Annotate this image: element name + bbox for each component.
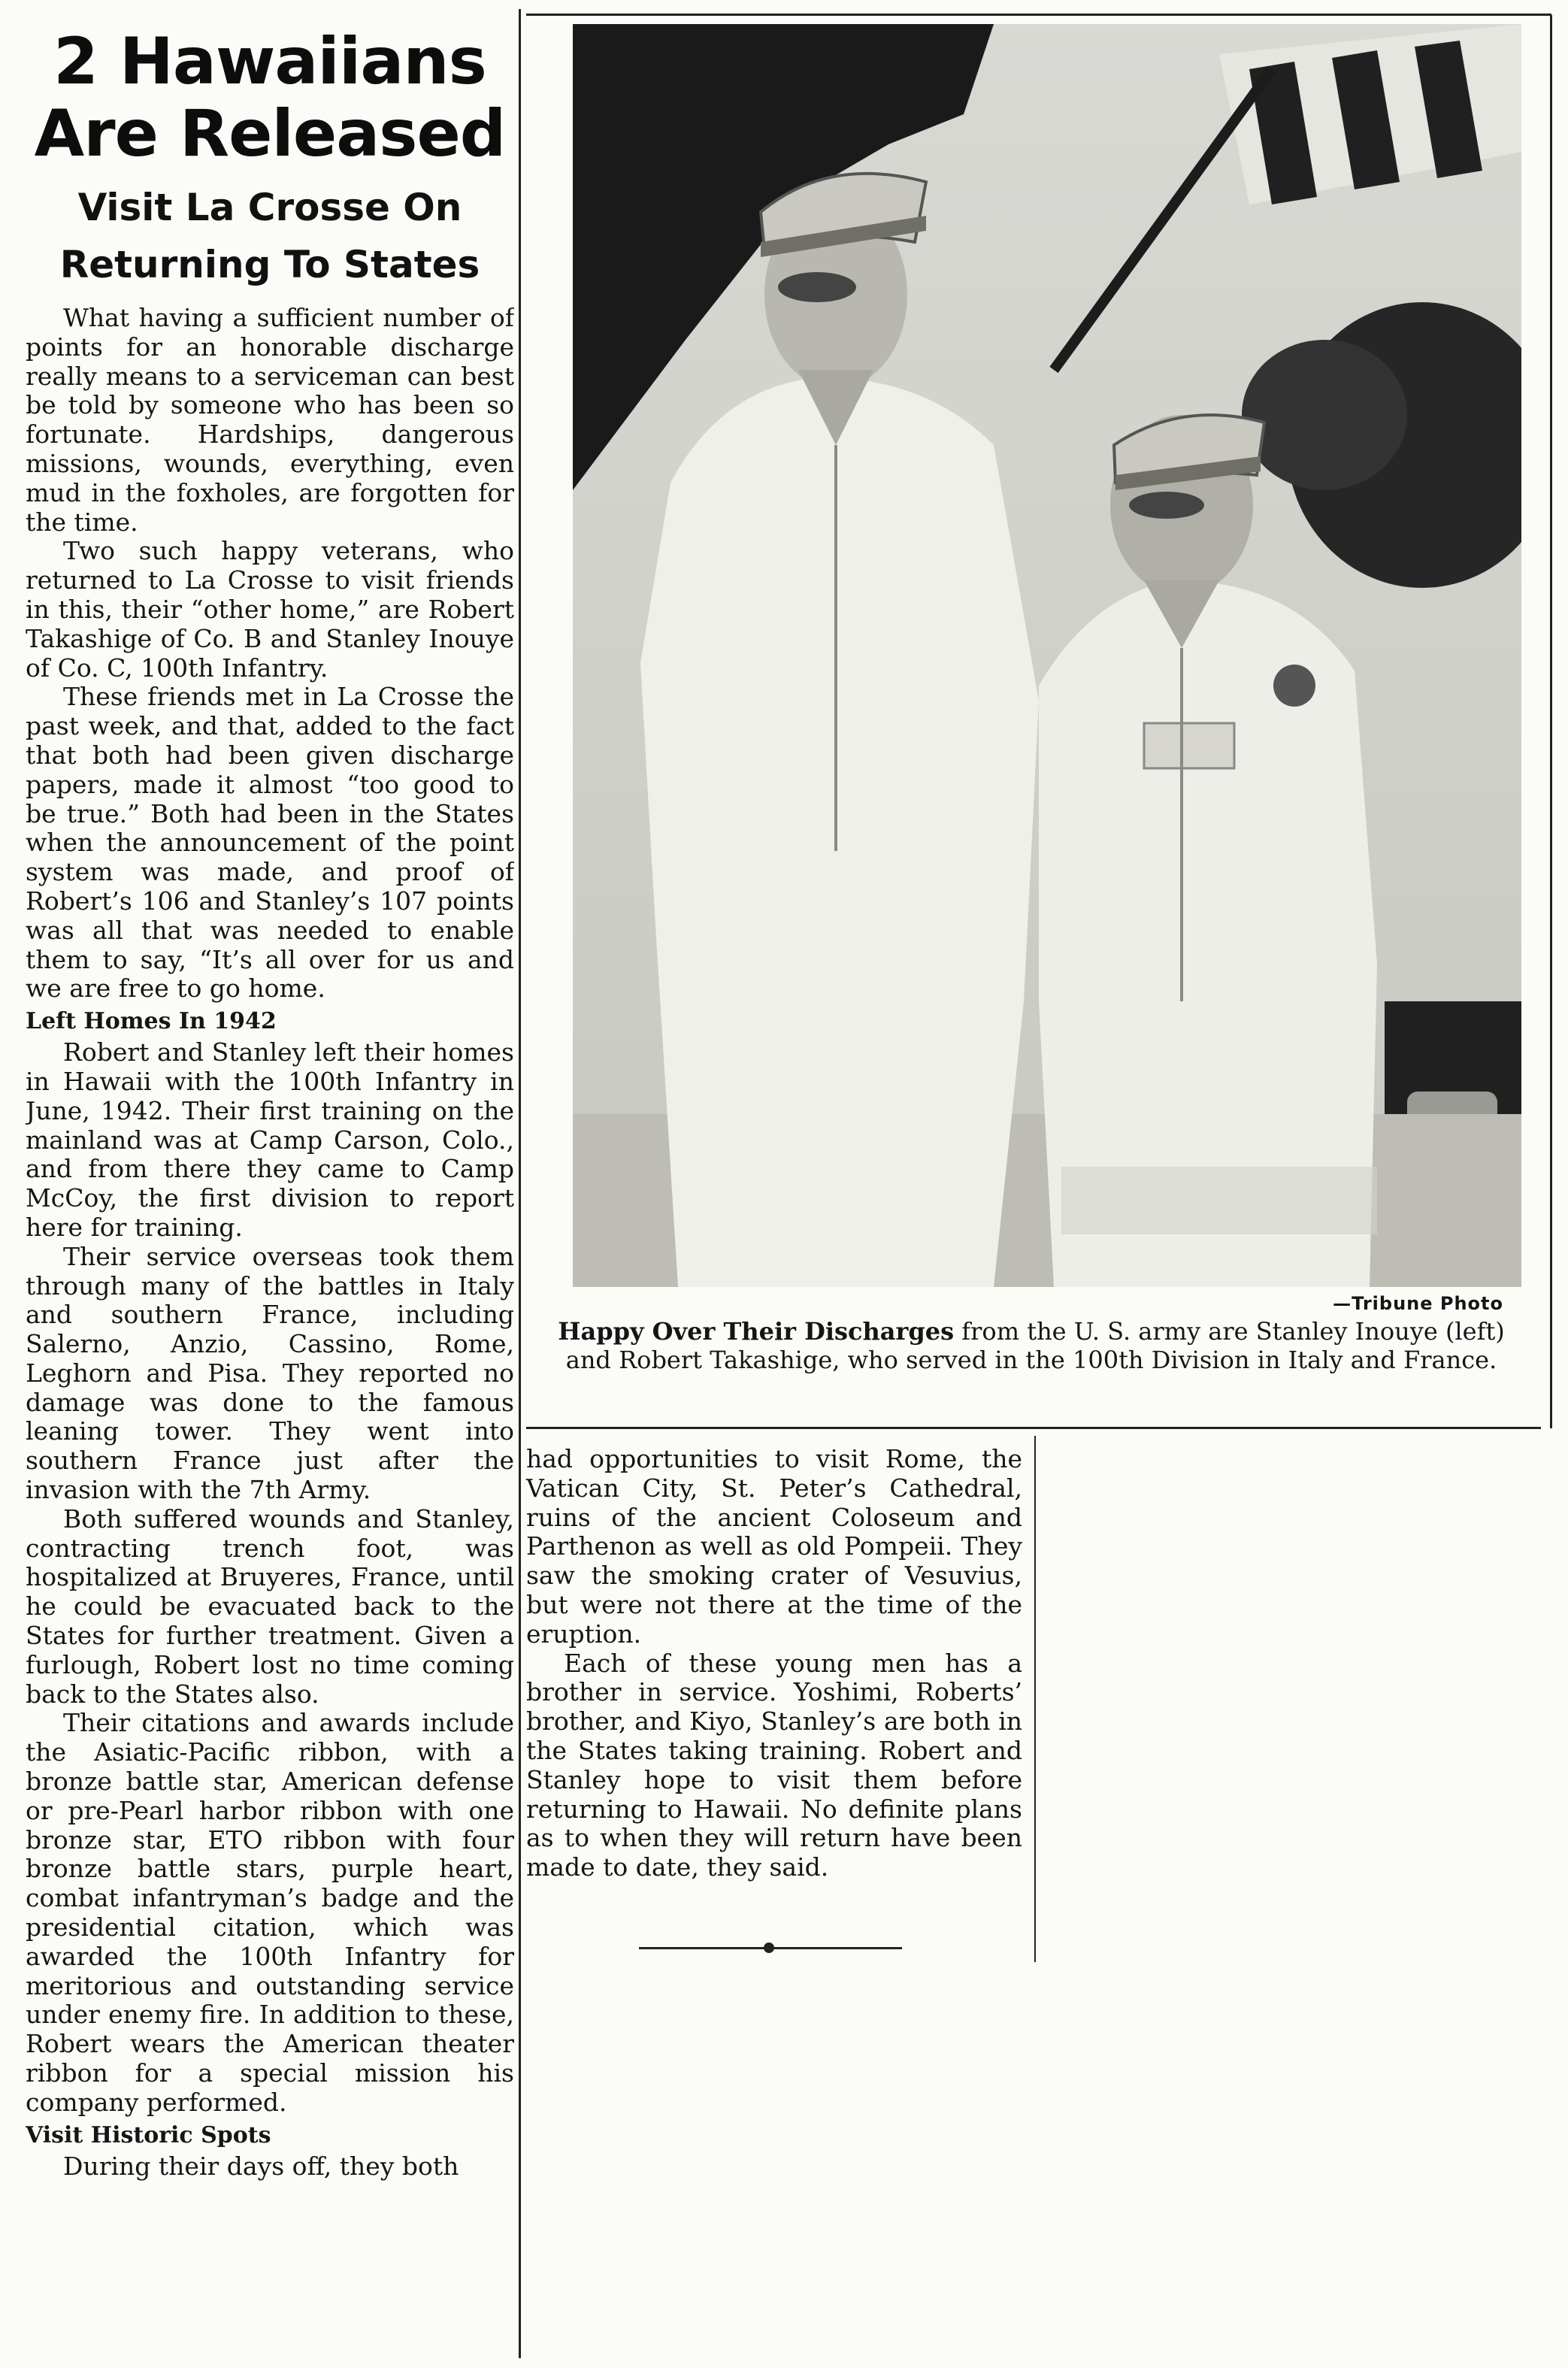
- paragraph: Their service overseas took them through many of the battles in Italy and southern France, including Salerno, Anzio, Cassino, Rome, Leghorn and Pisa. They reported no damage was done to the famous leaning tower. They went into southern France just after the invasion with the 7th Army.: [26, 1241, 514, 1505]
- page-border-top: [526, 14, 1551, 16]
- caption-lead: Happy Over Their Discharges: [558, 1317, 955, 1346]
- headline: 2 Hawaiians Are Released: [34, 24, 506, 171]
- article-end-dot: [764, 1943, 774, 1953]
- paragraph: Their citations and awards include the Asiatic-Pacific ribbon, with a bronze battle star, American defense or pre-Pearl harbor ribbon with one bronze star, ETO ribbon with four bronze battle stars, purple heart, combat infantryman’s badge and the presidential citation, which was awarded the 100th Infantry for meritorious and outstanding service under enemy fire. In addition to these, Robert wears the American theater ribbon for a special mission his company performed.: [26, 1708, 514, 2117]
- deck-headline: Visit La Crosse On Returning To States: [59, 186, 480, 286]
- paragraph: Both suffered wounds and Stanley, contracting trench foot, was hospitalized at Bruyeres, France, until he could be evacuated back to the States for further treatment. Given a furlough, Robert lost no time coming back to the States also.: [26, 1503, 514, 1709]
- news-photo: [573, 24, 1521, 1287]
- caption-rule: [526, 1427, 1541, 1429]
- caption-text: from the U. S. army are Stanley Inouye (left) and Robert Takashige, who served in the 100th Division in Italy and France.: [565, 1317, 1505, 1374]
- article-continuation-column: [526, 1445, 1022, 1882]
- page-border-right: [1550, 15, 1552, 1428]
- subhead: Visit Historic Spots: [26, 2121, 271, 2148]
- paragraph: These friends met in La Crosse the past week, and that, added to the fact that both had been given discharge papers, made it almost “too good to be true.” Both had been in the States when the announcement of the point system was made, and proof of Robert’s 106 and Stanley’s 107 points was all that was needed to enable them to say, “It’s all over for us and we are free to go home.: [26, 682, 514, 1004]
- subhead: Left Homes In 1942: [26, 1008, 277, 1035]
- soldiers-photo-illustration: [573, 24, 1521, 1287]
- paragraph: What having a sufficient number of points for an honorable discharge really means to a serviceman can best be told by someone who has been so fortunate. Hardships, dangerous missions, wounds, everything, even mud in the foxholes, are forgotten for the time.: [26, 303, 514, 537]
- photo-caption: [556, 1317, 1506, 1374]
- column-rule-mid: [1034, 1436, 1036, 1962]
- article-left-column: [26, 23, 514, 2353]
- paragraph: Each of these young men has a brother in service. Yoshimi, Roberts’ brother, and Kiyo, Stanley’s are both in the States taking training. Robert and Stanley hope to visit them before returning to Hawaii. No definite plans as to when they will return have been made to date, they said.: [526, 1648, 1022, 1882]
- column-rule-left: [519, 9, 521, 2358]
- article-body: [26, 304, 514, 2181]
- photo-credit: —Tribune Photo: [1333, 1293, 1503, 1314]
- paragraph: Two such happy veterans, who returned to La Crosse to visit friends in this, their “other home,” are Robert Takashige of Co. B and Stanley Inouye of Co. C, 100th Infantry.: [26, 536, 514, 683]
- paragraph: Robert and Stanley left their homes in Hawaii with the 100th Infantry in June, 1942. Their first training on the mainland was at Camp Carson, Colo., and from there they came to Camp McCoy, the first division to report here for training.: [26, 1037, 514, 1242]
- paragraph: During their days off, they both: [63, 2151, 459, 2181]
- paragraph: had opportunities to visit Rome, the Vatican City, St. Peter’s Cathedral, ruins of the ancient Coloseum and Parthenon as well as old Pompeii. They saw the smoking crater of Vesuvius, but were not there at the time of the eruption.: [526, 1444, 1022, 1649]
